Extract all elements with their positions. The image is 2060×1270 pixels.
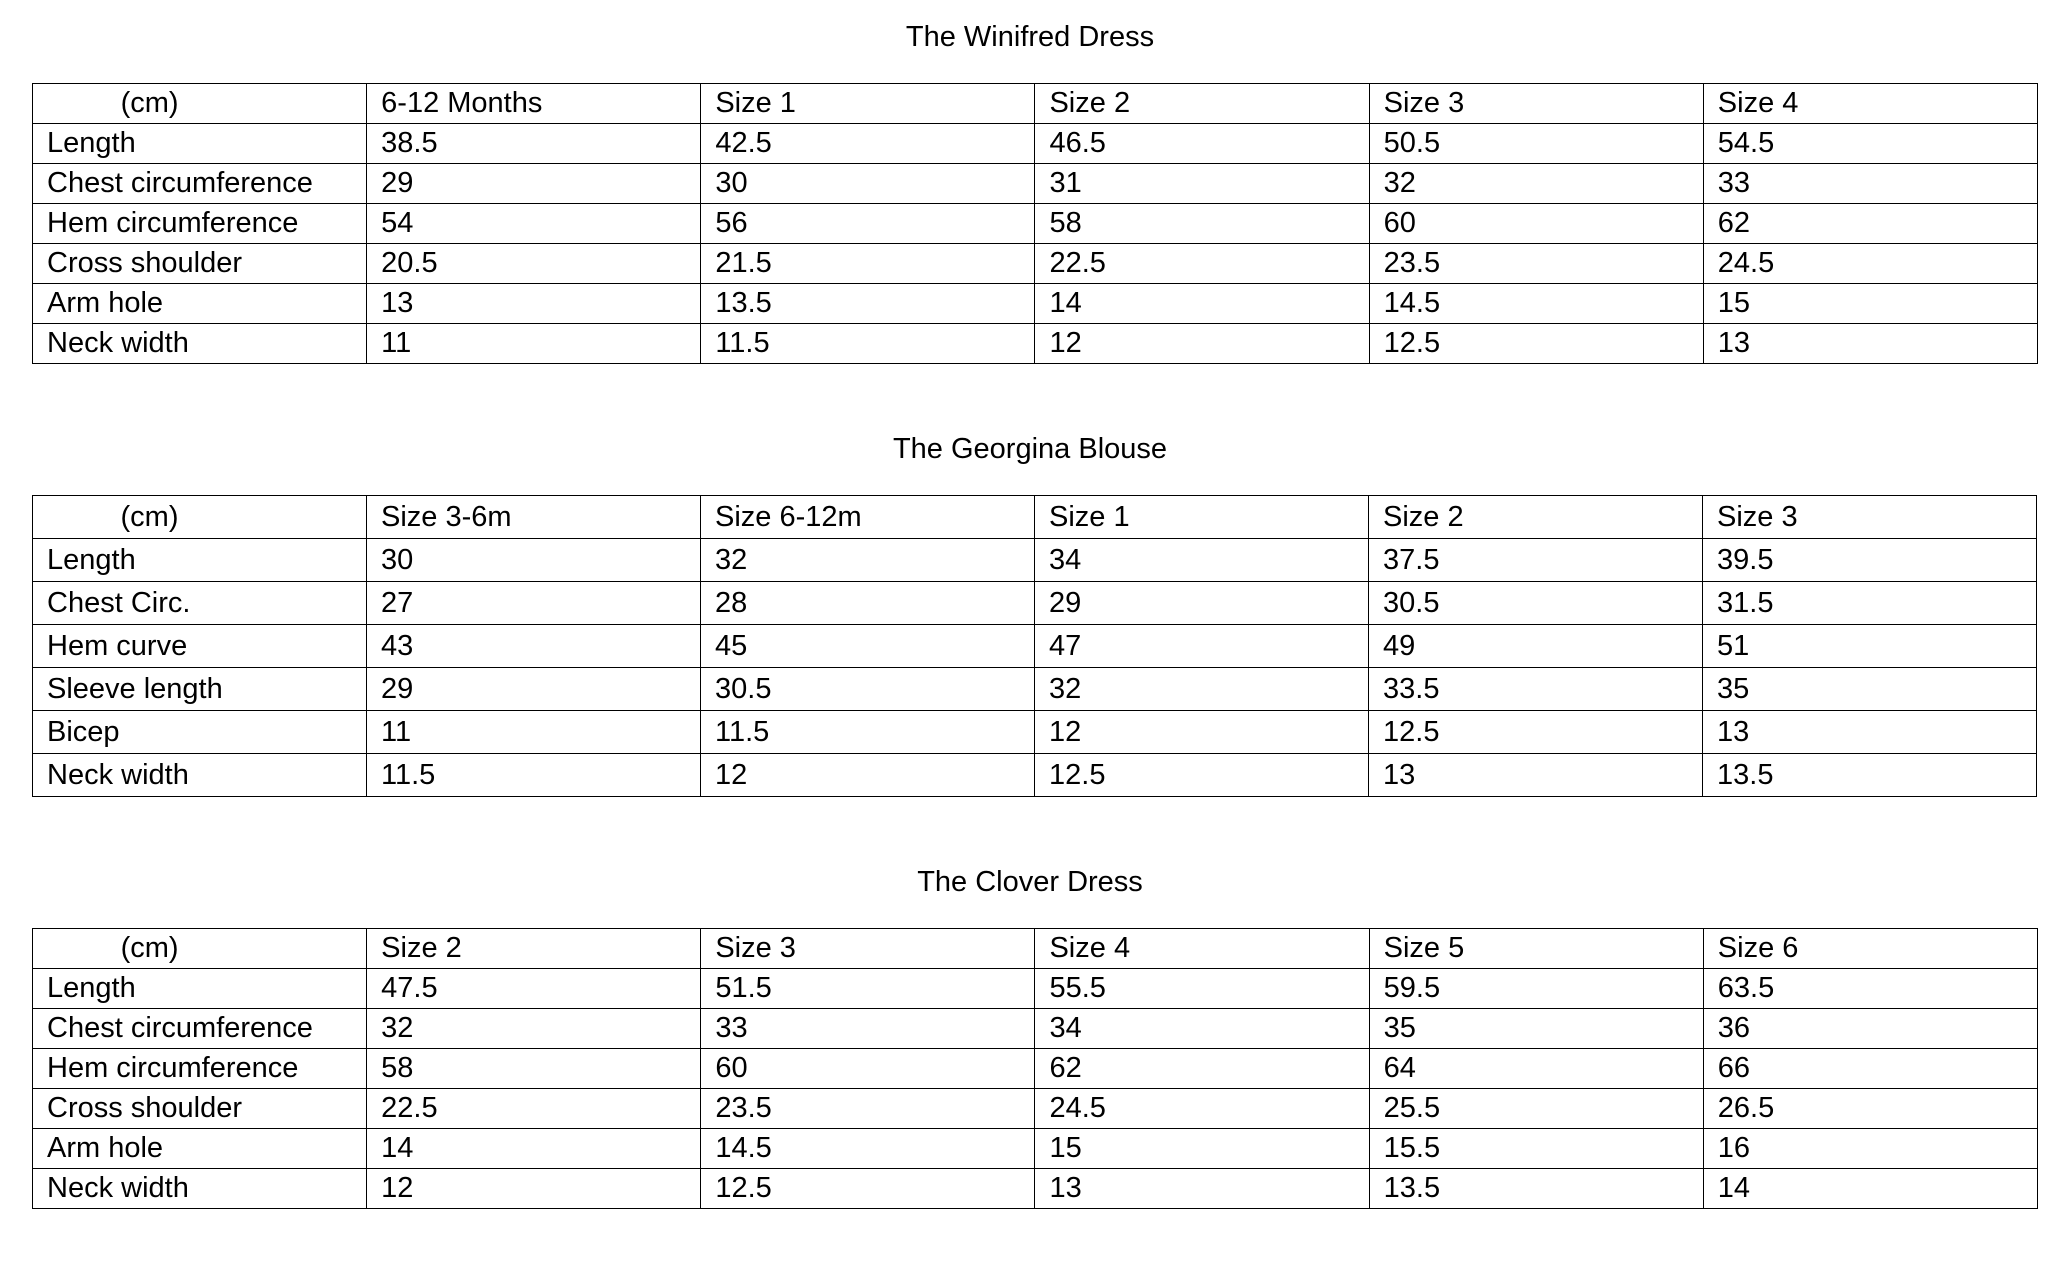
cell-value: 31 (1035, 164, 1369, 204)
cell-value: 35 (1369, 1009, 1703, 1049)
size-table (32, 495, 2037, 797)
cell-value: 34 (1035, 1009, 1369, 1049)
row-label: Arm hole (33, 1129, 367, 1169)
cell-value: 66 (1703, 1049, 2037, 1089)
cell-value: 38.5 (367, 124, 701, 164)
cell-value: 47.5 (367, 969, 701, 1009)
cell-value: 12.5 (1369, 711, 1703, 754)
cell-value: 32 (1035, 668, 1369, 711)
table-title: The Winifred Dress (905, 21, 1155, 53)
cell-value: 54 (367, 204, 701, 244)
unit-header: (cm) (33, 929, 367, 969)
cell-value: 30.5 (701, 668, 1035, 711)
cell-value: 23.5 (1369, 244, 1703, 284)
cell-value: 58 (1035, 204, 1369, 244)
cell-value: 29 (1035, 582, 1369, 625)
unit-header: (cm) (33, 496, 367, 539)
size-table (32, 928, 2038, 1209)
table-title: The Clover Dress (917, 866, 1143, 898)
size-table (32, 83, 2038, 364)
cell-value: 63.5 (1703, 969, 2037, 1009)
cell-value: 13 (1369, 754, 1703, 797)
cell-value: 11.5 (701, 711, 1035, 754)
cell-value: 62 (1703, 204, 2037, 244)
table-row (33, 1049, 2038, 1089)
cell-value: 51 (1703, 625, 2037, 668)
row-label: Hem circumference (33, 204, 367, 244)
header-row (33, 84, 2038, 124)
row-label: Chest Circ. (33, 582, 367, 625)
row-label: Neck width (33, 754, 367, 797)
cell-value: 22.5 (367, 1089, 701, 1129)
cell-value: 32 (701, 539, 1035, 582)
cell-value: 37.5 (1369, 539, 1703, 582)
column-header: 6-12 Months (367, 84, 701, 124)
cell-value: 45 (701, 625, 1035, 668)
cell-value: 14.5 (701, 1129, 1035, 1169)
column-header: Size 3 (701, 929, 1035, 969)
cell-value: 12 (1035, 324, 1369, 364)
cell-value: 33 (701, 1009, 1035, 1049)
cell-value: 12 (701, 754, 1035, 797)
cell-value: 13 (1703, 711, 2037, 754)
cell-value: 14 (1035, 284, 1369, 324)
cell-value: 59.5 (1369, 969, 1703, 1009)
cell-value: 30 (701, 164, 1035, 204)
cell-value: 13 (367, 284, 701, 324)
cell-value: 13.5 (1369, 1169, 1703, 1209)
cell-value: 11 (367, 711, 701, 754)
cell-value: 29 (367, 668, 701, 711)
cell-value: 11 (367, 324, 701, 364)
cell-value: 13 (1703, 324, 2037, 364)
cell-value: 30.5 (1369, 582, 1703, 625)
row-label: Length (33, 539, 367, 582)
cell-value: 12.5 (1035, 754, 1369, 797)
table-row (33, 754, 2037, 797)
row-label: Chest circumference (33, 164, 367, 204)
table-row (33, 1009, 2038, 1049)
table-row (33, 625, 2037, 668)
cell-value: 13.5 (1703, 754, 2037, 797)
row-label: Arm hole (33, 284, 367, 324)
header-row (33, 496, 2037, 539)
cell-value: 58 (367, 1049, 701, 1089)
cell-value: 23.5 (701, 1089, 1035, 1129)
table-row (33, 539, 2037, 582)
cell-value: 34 (1035, 539, 1369, 582)
cell-value: 32 (1369, 164, 1703, 204)
cell-value: 12.5 (1369, 324, 1703, 364)
table-row (33, 582, 2037, 625)
cell-value: 43 (367, 625, 701, 668)
row-label: Chest circumference (33, 1009, 367, 1049)
row-label: Hem circumference (33, 1049, 367, 1089)
cell-value: 51.5 (701, 969, 1035, 1009)
table-row (33, 668, 2037, 711)
cell-value: 12.5 (701, 1169, 1035, 1209)
cell-value: 47 (1035, 625, 1369, 668)
cell-value: 31.5 (1703, 582, 2037, 625)
column-header: Size 5 (1369, 929, 1703, 969)
cell-value: 24.5 (1703, 244, 2037, 284)
cell-value: 39.5 (1703, 539, 2037, 582)
cell-value: 11.5 (367, 754, 701, 797)
cell-value: 15 (1703, 284, 2037, 324)
row-label: Length (33, 969, 367, 1009)
column-header: Size 4 (1703, 84, 2037, 124)
column-header: Size 1 (701, 84, 1035, 124)
cell-value: 64 (1369, 1049, 1703, 1089)
cell-value: 49 (1369, 625, 1703, 668)
cell-value: 27 (367, 582, 701, 625)
unit-header: (cm) (33, 84, 367, 124)
column-header: Size 6-12m (701, 496, 1035, 539)
cell-value: 54.5 (1703, 124, 2037, 164)
column-header: Size 6 (1703, 929, 2037, 969)
column-header: Size 3 (1369, 84, 1703, 124)
table-row (33, 284, 2038, 324)
table-row (33, 711, 2037, 754)
column-header: Size 2 (1369, 496, 1703, 539)
table-row (33, 324, 2038, 364)
row-label: Neck width (33, 1169, 367, 1209)
table-row (33, 204, 2038, 244)
cell-value: 13.5 (701, 284, 1035, 324)
cell-value: 14 (367, 1129, 701, 1169)
column-header: Size 3 (1703, 496, 2037, 539)
cell-value: 50.5 (1369, 124, 1703, 164)
table-row (33, 1089, 2038, 1129)
column-header: Size 1 (1035, 496, 1369, 539)
row-label: Cross shoulder (33, 1089, 367, 1129)
row-label: Neck width (33, 324, 367, 364)
row-label: Bicep (33, 711, 367, 754)
cell-value: 15 (1035, 1129, 1369, 1169)
cell-value: 55.5 (1035, 969, 1369, 1009)
cell-value: 16 (1703, 1129, 2037, 1169)
column-header: Size 2 (1035, 84, 1369, 124)
row-label: Cross shoulder (33, 244, 367, 284)
cell-value: 11.5 (701, 324, 1035, 364)
cell-value: 35 (1703, 668, 2037, 711)
column-header: Size 3-6m (367, 496, 701, 539)
cell-value: 56 (701, 204, 1035, 244)
cell-value: 20.5 (367, 244, 701, 284)
cell-value: 22.5 (1035, 244, 1369, 284)
row-label: Sleeve length (33, 668, 367, 711)
cell-value: 12 (367, 1169, 701, 1209)
cell-value: 25.5 (1369, 1089, 1703, 1129)
cell-value: 26.5 (1703, 1089, 2037, 1129)
table-row (33, 969, 2038, 1009)
row-label: Hem curve (33, 625, 367, 668)
cell-value: 14 (1703, 1169, 2037, 1209)
table-row (33, 1169, 2038, 1209)
cell-value: 12 (1035, 711, 1369, 754)
cell-value: 33 (1703, 164, 2037, 204)
table-title: The Georgina Blouse (892, 433, 1168, 465)
cell-value: 46.5 (1035, 124, 1369, 164)
header-row (33, 929, 2038, 969)
cell-value: 24.5 (1035, 1089, 1369, 1129)
table-row (33, 244, 2038, 284)
cell-value: 33.5 (1369, 668, 1703, 711)
cell-value: 60 (1369, 204, 1703, 244)
column-header: Size 4 (1035, 929, 1369, 969)
row-label: Length (33, 124, 367, 164)
cell-value: 30 (367, 539, 701, 582)
cell-value: 36 (1703, 1009, 2037, 1049)
table-row (33, 1129, 2038, 1169)
cell-value: 60 (701, 1049, 1035, 1089)
table-row (33, 164, 2038, 204)
cell-value: 13 (1035, 1169, 1369, 1209)
cell-value: 28 (701, 582, 1035, 625)
column-header: Size 2 (367, 929, 701, 969)
table-row (33, 124, 2038, 164)
cell-value: 14.5 (1369, 284, 1703, 324)
cell-value: 32 (367, 1009, 701, 1049)
cell-value: 21.5 (701, 244, 1035, 284)
cell-value: 62 (1035, 1049, 1369, 1089)
cell-value: 29 (367, 164, 701, 204)
cell-value: 42.5 (701, 124, 1035, 164)
cell-value: 15.5 (1369, 1129, 1703, 1169)
